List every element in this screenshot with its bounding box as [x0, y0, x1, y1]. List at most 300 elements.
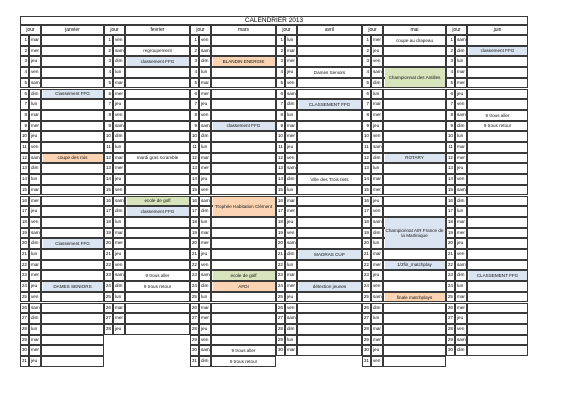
weekday: lun — [455, 206, 467, 217]
event-cell[interactable] — [467, 260, 528, 271]
weekday: jeu — [113, 174, 125, 185]
event-cell[interactable] — [297, 303, 362, 314]
event-cell[interactable] — [125, 131, 190, 142]
day-number: 9 — [190, 121, 199, 132]
event-cell[interactable] — [297, 142, 362, 153]
event-cell[interactable] — [383, 303, 446, 314]
weekday: lun — [199, 67, 211, 78]
event-cell[interactable] — [125, 260, 190, 271]
weekday: mer — [455, 303, 467, 314]
day-number: 15 — [276, 185, 285, 196]
event-janvier[interactable]: DAMES SENIORS — [43, 282, 103, 291]
day-number: 29 — [362, 335, 371, 346]
event-cell[interactable] — [41, 121, 104, 132]
event-cell[interactable] — [211, 153, 276, 164]
event-mai[interactable]: finale matchplays — [385, 293, 445, 302]
event-cell[interactable] — [383, 131, 446, 142]
weekday: mar — [199, 303, 211, 314]
event-cell[interactable] — [125, 67, 190, 78]
event-cell[interactable] — [41, 174, 104, 185]
event-cell[interactable] — [125, 110, 190, 121]
event-cell[interactable] — [467, 217, 528, 228]
event-mars[interactable]: classement FFG — [213, 122, 275, 131]
event-cell[interactable] — [41, 228, 104, 239]
event-avril[interactable]: Ville des Trois Ilets — [310, 176, 349, 182]
day-number: 10 — [276, 131, 285, 142]
event-fevrier[interactable]: 9 trous retour — [143, 283, 172, 289]
event-cell[interactable] — [125, 142, 190, 153]
event-cell[interactable] — [383, 56, 446, 67]
weekday: ven — [29, 67, 41, 78]
weekday: mar — [371, 174, 383, 185]
event-fevrier[interactable]: classement FFG — [127, 57, 189, 66]
day-number: 20 — [362, 238, 371, 249]
event-cell[interactable] — [41, 99, 104, 110]
day-number: 17 — [104, 206, 113, 217]
event-cell[interactable] — [125, 303, 190, 314]
weekday: jeu — [285, 292, 297, 303]
event-cell[interactable] — [467, 303, 528, 314]
weekday: jeu — [371, 196, 383, 207]
event-avril[interactable]: Dames Seniors — [313, 69, 346, 75]
event-cell[interactable] — [125, 121, 190, 132]
weekday: jeu — [199, 324, 211, 335]
event-cell[interactable] — [383, 99, 446, 110]
event-cell[interactable] — [211, 303, 276, 314]
day-number: 4 — [190, 67, 199, 78]
event-cell[interactable] — [297, 185, 362, 196]
event-cell[interactable] — [467, 249, 528, 260]
event-mai[interactable]: Championnat des Antilles — [385, 68, 445, 87]
event-cell[interactable] — [467, 153, 528, 164]
event-cell[interactable] — [383, 356, 446, 367]
weekday: dim — [199, 56, 211, 67]
event-cell[interactable] — [297, 46, 362, 57]
weekday: mer — [455, 228, 467, 239]
day-number: 29 — [276, 335, 285, 346]
weekday: sam — [29, 153, 41, 164]
event-cell[interactable] — [125, 249, 190, 260]
weekday: dim — [371, 228, 383, 239]
day-number: 10 — [190, 131, 199, 142]
event-janvier[interactable]: Classement FFG — [43, 90, 103, 99]
weekday: dim — [113, 281, 125, 292]
day-number: 12 — [362, 153, 371, 164]
weekday: jeu — [455, 163, 467, 174]
event-fevrier[interactable]: classement FFG — [127, 207, 189, 216]
event-cell[interactable] — [211, 89, 276, 100]
event-cell[interactable] — [467, 142, 528, 153]
event-cell[interactable] — [383, 206, 446, 217]
event-cell[interactable] — [297, 324, 362, 335]
day-number: 22 — [276, 260, 285, 271]
day-number: 24 — [104, 281, 113, 292]
event-cell[interactable] — [467, 281, 528, 292]
day-number: 26 — [104, 303, 113, 314]
month-header-mars: mars — [211, 25, 276, 35]
event-cell[interactable] — [211, 35, 276, 46]
event-cell[interactable] — [467, 228, 528, 239]
event-cell[interactable] — [383, 110, 446, 121]
event-cell[interactable] — [383, 163, 446, 174]
weekday: mer — [285, 131, 297, 142]
event-cell[interactable] — [467, 196, 528, 207]
event-cell[interactable] — [383, 174, 446, 185]
event-cell[interactable] — [125, 185, 190, 196]
event-cell[interactable] — [211, 174, 276, 185]
weekday: sam — [113, 196, 125, 207]
event-cell[interactable] — [41, 163, 104, 174]
event-janvier[interactable]: coupe des rois — [43, 154, 103, 163]
weekday: mar — [285, 270, 297, 281]
event-mars[interactable]: 9 trous retour — [229, 358, 258, 364]
event-mars[interactable]: BLANDIN ENERGIE — [213, 57, 275, 66]
weekday: jeu — [371, 345, 383, 356]
event-cell[interactable] — [467, 345, 528, 356]
day-number: 11 — [190, 142, 199, 153]
event-cell[interactable] — [125, 238, 190, 249]
day-number: 25 — [276, 292, 285, 303]
event-cell[interactable] — [41, 46, 104, 57]
day-number: 23 — [276, 270, 285, 281]
event-cell[interactable] — [41, 356, 104, 367]
day-number: 27 — [20, 313, 29, 324]
weekday: mar — [455, 292, 467, 303]
event-cell[interactable] — [297, 206, 362, 217]
event-cell[interactable] — [297, 228, 362, 239]
event-cell[interactable] — [125, 99, 190, 110]
weekday: mer — [199, 89, 211, 100]
event-cell[interactable] — [211, 46, 276, 57]
event-cell[interactable] — [297, 196, 362, 207]
event-cell[interactable] — [41, 185, 104, 196]
event-cell[interactable] — [125, 174, 190, 185]
weekday: sam — [285, 89, 297, 100]
event-cell[interactable] — [41, 67, 104, 78]
event-mars[interactable]: 9 trous aller — [231, 348, 256, 353]
event-mars[interactable]: AFDI — [213, 282, 275, 291]
event-cell[interactable] — [383, 196, 446, 207]
event-cell[interactable] — [467, 89, 528, 100]
event-cell[interactable] — [467, 131, 528, 142]
event-cell[interactable] — [297, 238, 362, 249]
day-number: 2 — [190, 46, 199, 57]
event-cell[interactable] — [297, 313, 362, 324]
weekday: dim — [199, 281, 211, 292]
event-mai[interactable]: ROTARY — [385, 154, 445, 163]
day-number: 11 — [276, 142, 285, 153]
event-avril[interactable]: détection jeunes — [299, 282, 361, 291]
event-cell[interactable] — [41, 345, 104, 356]
event-cell[interactable] — [467, 174, 528, 185]
event-cell[interactable] — [297, 292, 362, 303]
event-cell[interactable] — [41, 260, 104, 271]
event-cell[interactable] — [211, 313, 276, 324]
weekday: ven — [371, 131, 383, 142]
weekday: mar — [455, 142, 467, 153]
event-cell[interactable] — [125, 324, 190, 335]
event-cell[interactable] — [211, 260, 276, 271]
event-cell[interactable] — [211, 99, 276, 110]
event-cell[interactable] — [41, 217, 104, 228]
weekday: mar — [285, 196, 297, 207]
event-cell[interactable] — [41, 335, 104, 346]
event-cell[interactable] — [383, 142, 446, 153]
event-cell[interactable] — [383, 324, 446, 335]
weekday: ven — [285, 303, 297, 314]
day-number: 10 — [20, 131, 29, 142]
event-cell[interactable] — [297, 121, 362, 132]
jour-header: jour — [362, 25, 383, 35]
event-cell[interactable] — [297, 78, 362, 89]
event-cell[interactable] — [383, 249, 446, 260]
day-number: 4 — [276, 67, 285, 78]
weekday: mer — [371, 335, 383, 346]
event-cell[interactable] — [41, 324, 104, 335]
day-number: 28 — [276, 324, 285, 335]
event-mai[interactable]: 1/2fin_matchplay — [385, 261, 445, 270]
day-number: 2 — [104, 46, 113, 57]
weekday: dim — [29, 313, 41, 324]
event-cell[interactable] — [41, 56, 104, 67]
event-cell[interactable] — [125, 228, 190, 239]
weekday: dim — [455, 270, 467, 281]
weekday: mar — [199, 228, 211, 239]
event-fevrier[interactable]: regroupement — [143, 48, 172, 54]
day-number: 3 — [276, 56, 285, 67]
event-cell[interactable] — [467, 56, 528, 67]
weekday: mer — [113, 89, 125, 100]
event-cell[interactable] — [297, 345, 362, 356]
event-cell[interactable] — [211, 185, 276, 196]
event-juin[interactable]: 9 trous aller — [485, 112, 510, 118]
event-cell[interactable] — [297, 110, 362, 121]
event-cell[interactable] — [467, 163, 528, 174]
event-cell[interactable] — [383, 121, 446, 132]
event-fevrier[interactable]: ecole de golf — [127, 197, 189, 206]
event-juin[interactable]: 9 trous retour — [483, 123, 512, 129]
event-mars[interactable]: Trophée Habitation Clément — [213, 197, 275, 216]
event-cell[interactable] — [297, 335, 362, 346]
event-cell[interactable] — [383, 345, 446, 356]
event-cell[interactable] — [383, 185, 446, 196]
event-cell[interactable] — [467, 78, 528, 89]
weekday: mer — [371, 35, 383, 46]
event-fevrier[interactable]: mardi gras scramble — [136, 155, 179, 161]
event-avril[interactable]: CLASSEMENT FFG — [299, 100, 361, 109]
weekday: sam — [455, 110, 467, 121]
event-juin[interactable]: classement FFG — [469, 47, 527, 56]
event-cell[interactable] — [467, 99, 528, 110]
day-number: 22 — [190, 260, 199, 271]
weekday: ven — [455, 174, 467, 185]
event-cell[interactable] — [211, 249, 276, 260]
day-number: 19 — [446, 228, 455, 239]
day-number: 25 — [20, 292, 29, 303]
weekday: mar — [113, 228, 125, 239]
weekday: sam — [29, 228, 41, 239]
event-cell[interactable] — [467, 313, 528, 324]
day-number: 13 — [446, 163, 455, 174]
event-cell[interactable] — [125, 163, 190, 174]
day-number: 9 — [446, 121, 455, 132]
weekday: sam — [199, 46, 211, 57]
event-cell[interactable] — [41, 206, 104, 217]
event-cell[interactable] — [211, 142, 276, 153]
event-cell[interactable] — [297, 89, 362, 100]
event-cell[interactable] — [211, 163, 276, 174]
event-cell[interactable] — [41, 303, 104, 314]
weekday: ven — [199, 335, 211, 346]
event-cell[interactable] — [467, 35, 528, 46]
day-number: 18 — [104, 217, 113, 228]
weekday: jeu — [113, 249, 125, 260]
event-cell[interactable] — [125, 78, 190, 89]
event-cell[interactable] — [383, 281, 446, 292]
event-cell[interactable] — [211, 238, 276, 249]
day-number: 16 — [20, 196, 29, 207]
weekday: mer — [371, 260, 383, 271]
event-fevrier[interactable]: 9 trous aller — [145, 273, 170, 279]
event-cell[interactable] — [383, 313, 446, 324]
event-cell[interactable] — [211, 217, 276, 228]
event-cell[interactable] — [211, 335, 276, 346]
event-cell[interactable] — [125, 35, 190, 46]
weekday: mer — [29, 196, 41, 207]
event-cell[interactable] — [467, 238, 528, 249]
event-cell[interactable] — [211, 324, 276, 335]
event-cell[interactable] — [41, 78, 104, 89]
weekday: sam — [113, 121, 125, 132]
event-cell[interactable] — [41, 270, 104, 281]
event-juin[interactable]: CLASSEMENT FFG — [469, 271, 527, 280]
weekday: dim — [199, 131, 211, 142]
weekday: sam — [285, 163, 297, 174]
event-cell[interactable] — [125, 217, 190, 228]
event-cell[interactable] — [383, 89, 446, 100]
event-avril[interactable]: MADRAS CUP — [299, 250, 361, 259]
event-cell[interactable] — [297, 56, 362, 67]
event-cell[interactable] — [211, 292, 276, 303]
event-cell[interactable] — [125, 89, 190, 100]
event-cell[interactable] — [467, 185, 528, 196]
jour-header: jour — [276, 25, 297, 35]
day-number: 31 — [20, 356, 29, 367]
event-cell[interactable] — [41, 131, 104, 142]
weekday: jeu — [29, 206, 41, 217]
event-cell[interactable] — [467, 67, 528, 78]
event-cell[interactable] — [297, 153, 362, 164]
event-cell[interactable] — [383, 46, 446, 57]
event-cell[interactable] — [41, 196, 104, 207]
day-number: 6 — [362, 89, 371, 100]
event-mars[interactable]: ecole de golf — [213, 271, 275, 280]
weekday: sam — [371, 67, 383, 78]
weekday: mar — [199, 78, 211, 89]
event-cell[interactable] — [41, 35, 104, 46]
event-cell[interactable] — [41, 249, 104, 260]
day-number: 8 — [20, 110, 29, 121]
event-cell[interactable] — [467, 292, 528, 303]
event-mai[interactable]: coupe au drapeau — [395, 37, 434, 43]
event-cell[interactable] — [297, 163, 362, 174]
day-number: 19 — [104, 228, 113, 239]
weekday: lun — [371, 89, 383, 100]
weekday: dim — [113, 56, 125, 67]
event-cell[interactable] — [41, 142, 104, 153]
weekday: sam — [199, 121, 211, 132]
weekday: sam — [29, 303, 41, 314]
event-cell[interactable] — [297, 260, 362, 271]
event-janvier[interactable]: Classement FFG — [43, 239, 103, 248]
event-cell[interactable] — [297, 131, 362, 142]
day-number: 4 — [20, 67, 29, 78]
weekday: lun — [199, 142, 211, 153]
day-number: 28 — [104, 324, 113, 335]
event-cell[interactable] — [125, 292, 190, 303]
day-number: 10 — [104, 131, 113, 142]
event-cell[interactable] — [211, 110, 276, 121]
event-cell[interactable] — [125, 313, 190, 324]
day-number: 12 — [276, 153, 285, 164]
day-number: 8 — [190, 110, 199, 121]
day-number: 4 — [362, 67, 371, 78]
event-cell[interactable] — [297, 217, 362, 228]
day-number: 5 — [190, 78, 199, 89]
weekday: jeu — [455, 313, 467, 324]
weekday: mar — [29, 335, 41, 346]
weekday: dim — [285, 174, 297, 185]
weekday: lun — [371, 313, 383, 324]
event-cell[interactable] — [211, 131, 276, 142]
day-number: 22 — [20, 260, 29, 271]
day-number: 17 — [20, 206, 29, 217]
weekday: mar — [113, 303, 125, 314]
event-cell[interactable] — [467, 335, 528, 346]
event-cell[interactable] — [211, 228, 276, 239]
event-cell[interactable] — [211, 78, 276, 89]
weekday: mar — [285, 46, 297, 57]
event-cell[interactable] — [41, 313, 104, 324]
day-number: 7 — [276, 99, 285, 110]
day-number: 27 — [190, 313, 199, 324]
event-cell[interactable] — [211, 67, 276, 78]
event-mai[interactable]: Championnat AIR France de la Martinique — [385, 218, 445, 248]
day-number: 24 — [190, 281, 199, 292]
event-cell[interactable] — [383, 335, 446, 346]
day-number: 5 — [20, 78, 29, 89]
event-cell[interactable] — [467, 324, 528, 335]
weekday: jeu — [113, 324, 125, 335]
event-cell[interactable] — [383, 270, 446, 281]
month-header-fevrier: fevrier — [125, 25, 190, 35]
day-number: 9 — [276, 121, 285, 132]
day-number: 25 — [190, 292, 199, 303]
weekday: jeu — [29, 281, 41, 292]
weekday: lun — [113, 67, 125, 78]
event-cell[interactable] — [467, 206, 528, 217]
jour-header: jour — [20, 25, 41, 35]
event-cell[interactable] — [41, 110, 104, 121]
event-cell[interactable] — [297, 35, 362, 46]
weekday: lun — [29, 99, 41, 110]
day-number: 3 — [362, 56, 371, 67]
day-number: 14 — [20, 174, 29, 185]
day-number: 20 — [276, 238, 285, 249]
event-cell[interactable] — [297, 270, 362, 281]
day-number: 21 — [446, 249, 455, 260]
event-cell[interactable] — [41, 292, 104, 303]
